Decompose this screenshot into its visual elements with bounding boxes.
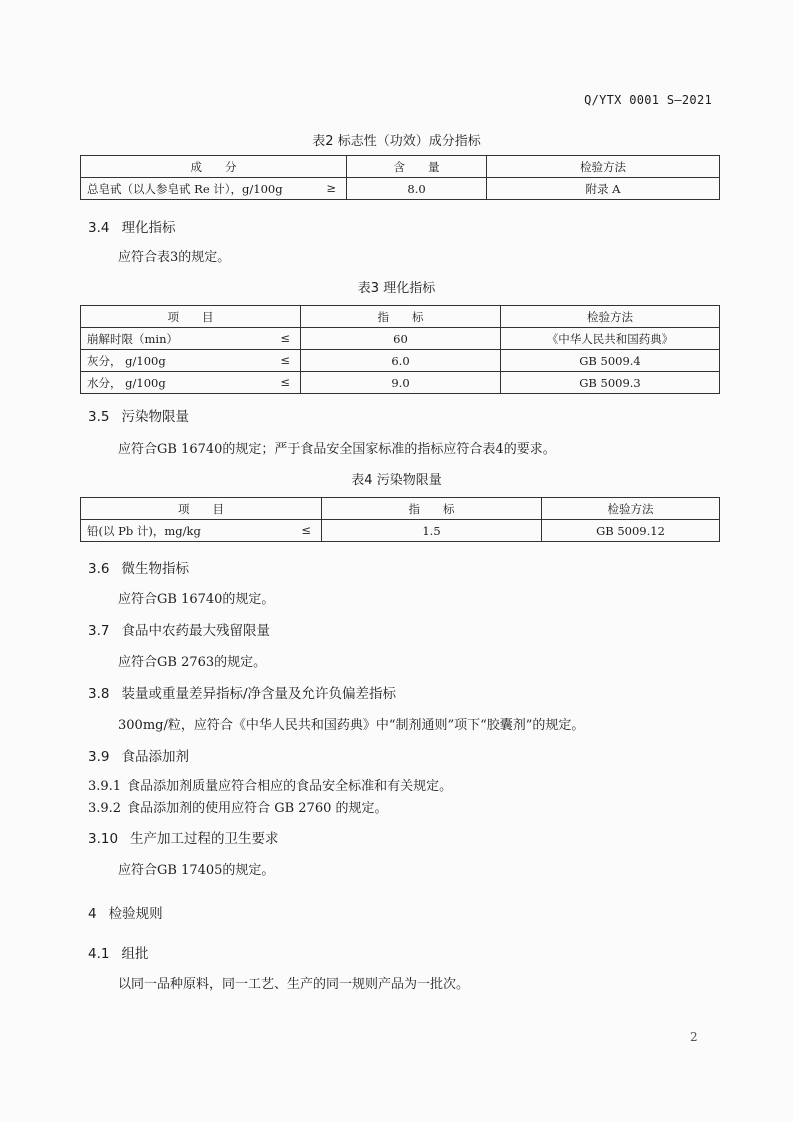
paragraph: 应符合GB 16740的规定；严于食品安全国家标准的指标应符合表4的要求。 bbox=[118, 442, 556, 457]
column-header: 项 目 bbox=[81, 306, 301, 328]
column-header: 检验方法 bbox=[542, 498, 720, 520]
section-heading: 3.6 微生物指标 bbox=[88, 561, 189, 577]
page-number: 2 bbox=[690, 1030, 698, 1044]
document-number: Q/YTX 0001 S—2021 bbox=[584, 93, 712, 107]
subsection-item: 3.9.2 食品添加剂的使用应符合 GB 2760 的规定。 bbox=[88, 801, 388, 816]
value-cell: 6.0 bbox=[301, 350, 501, 372]
table-row bbox=[81, 520, 720, 542]
column-header: 指 标 bbox=[322, 498, 542, 520]
table-header-row bbox=[81, 498, 720, 520]
table-header-row bbox=[81, 156, 720, 178]
item-name-cell: 总皂甙（以人参皂甙 Re 计），g/100g ≥ bbox=[81, 178, 347, 200]
item-name-cell: 崩解时限（min） ≤ bbox=[81, 328, 301, 350]
value-cell: 8.0 bbox=[347, 178, 487, 200]
section-heading: 3.4 理化指标 bbox=[88, 220, 176, 236]
table-row bbox=[81, 328, 720, 350]
table-row bbox=[81, 350, 720, 372]
table4-caption: 表4 污染物限量 bbox=[351, 473, 442, 488]
column-header: 检验方法 bbox=[487, 156, 720, 178]
table3 bbox=[80, 305, 720, 394]
section-heading: 3.10 生产加工过程的卫生要求 bbox=[88, 831, 279, 847]
item-name-cell: 水分， g/100g ≤ bbox=[81, 372, 301, 394]
column-header: 指 标 bbox=[301, 306, 501, 328]
column-header: 成 分 bbox=[81, 156, 347, 178]
table-header-row bbox=[81, 306, 720, 328]
value-cell: 60 bbox=[301, 328, 501, 350]
paragraph: 应符合表3的规定。 bbox=[118, 250, 231, 265]
section-heading: 3.8 装量或重量差异指标/净含量及允许负偏差指标 bbox=[88, 686, 397, 702]
section-heading: 3.9 食品添加剂 bbox=[88, 749, 189, 765]
item-name-cell: 铅(以 Pb 计)，mg/kg ≤ bbox=[81, 520, 322, 542]
method-cell: GB 5009.4 bbox=[501, 350, 720, 372]
method-cell: GB 5009.3 bbox=[501, 372, 720, 394]
method-cell: 《中华人民共和国药典》 bbox=[501, 328, 720, 350]
column-header: 项 目 bbox=[81, 498, 322, 520]
paragraph: 应符合GB 2763的规定。 bbox=[118, 655, 267, 670]
subsection-item: 3.9.1 食品添加剂质量应符合相应的食品安全标准和有关规定。 bbox=[88, 779, 453, 794]
section-heading: 3.5 污染物限量 bbox=[88, 409, 189, 425]
table-row bbox=[81, 372, 720, 394]
table2-caption: 表2 标志性（功效）成分指标 bbox=[312, 134, 481, 149]
column-header: 含 量 bbox=[347, 156, 487, 178]
paragraph: 应符合GB 17405的规定。 bbox=[118, 863, 275, 878]
table2 bbox=[80, 155, 720, 200]
item-name-cell: 灰分， g/100g ≤ bbox=[81, 350, 301, 372]
value-cell: 9.0 bbox=[301, 372, 501, 394]
paragraph: 应符合GB 16740的规定。 bbox=[118, 592, 275, 607]
column-header: 检验方法 bbox=[501, 306, 720, 328]
paragraph: 300mg/粒，应符合《中华人民共和国药典》中“制剂通则”项下“胶囊剂”的规定。 bbox=[118, 718, 585, 733]
value-cell: 1.5 bbox=[322, 520, 542, 542]
paragraph: 以同一品种原料，同一工艺、生产的同一规则产品为一批次。 bbox=[118, 977, 470, 992]
chapter-heading: 4 检验规则 bbox=[88, 906, 163, 922]
table-row bbox=[81, 178, 720, 200]
table3-caption: 表3 理化指标 bbox=[357, 281, 436, 296]
section-heading: 3.7 食品中农药最大残留限量 bbox=[88, 623, 270, 639]
section-heading: 4.1 组批 bbox=[88, 946, 149, 962]
method-cell: GB 5009.12 bbox=[542, 520, 720, 542]
method-cell: 附录 A bbox=[487, 178, 720, 200]
table4 bbox=[80, 497, 720, 542]
